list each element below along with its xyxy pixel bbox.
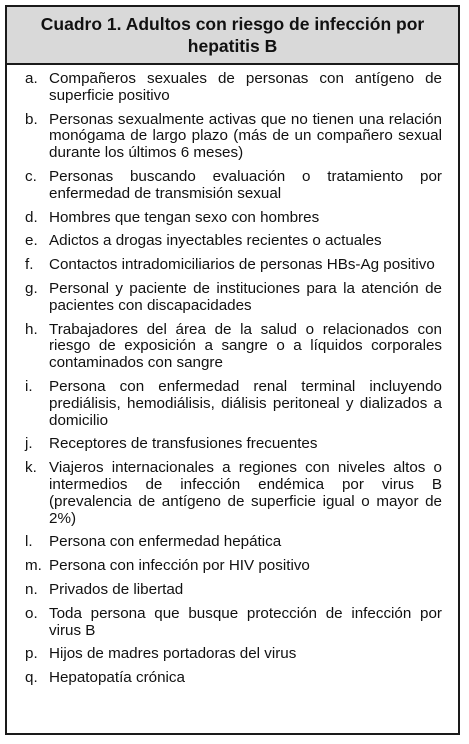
list-item	[21, 582, 442, 599]
list-item	[21, 460, 442, 527]
item-text: Adictos a drogas inyectables recientes o actuales	[49, 232, 382, 250]
item-text: Persona con enfermedad hepática	[49, 533, 282, 551]
risk-table	[5, 5, 460, 735]
table-title: Cuadro 1. Adultos con riesgo de infección por hepatitis B	[40, 14, 425, 56]
list-item	[21, 210, 442, 227]
list-item	[21, 379, 442, 429]
list-item	[21, 646, 442, 663]
item-text: Hepatopatía crónica	[49, 669, 185, 687]
item-marker: l.	[25, 533, 33, 551]
item-text: Trabajadores del área de la salud o relacionados con riesgo de exposición a sangre o a líquidos corporales contaminados con sangre	[49, 320, 442, 372]
item-marker: j.	[25, 435, 33, 453]
item-text: Personas buscando evaluación o tratamiento por enfermedad de transmisión sexual	[49, 167, 442, 202]
item-marker: d.	[25, 208, 38, 226]
list-item	[21, 71, 442, 105]
item-marker: k.	[25, 459, 37, 477]
item-marker: o.	[25, 604, 38, 622]
item-text: Hombres que tengan sexo con hombres	[49, 208, 320, 226]
item-text: Compañeros sexuales de personas con antígeno de superficie positivo	[49, 70, 442, 104]
list-item	[21, 436, 442, 453]
table-header	[7, 7, 458, 65]
item-marker: i.	[25, 377, 33, 395]
item-text: Personal y paciente de instituciones para la atención de pacientes con discapacidades	[49, 279, 442, 314]
item-marker: q.	[25, 669, 38, 687]
item-marker: p.	[25, 645, 38, 663]
item-marker: f.	[25, 256, 34, 274]
item-marker: n.	[25, 580, 38, 598]
item-marker: g.	[25, 279, 38, 297]
item-text: Contactos intradomiciliarios de personas HBs-Ag positivo	[49, 256, 435, 274]
list-item	[21, 281, 442, 315]
item-text: Toda persona que busque protección de infección por virus B	[49, 604, 442, 639]
list-item	[21, 233, 442, 250]
item-marker: c.	[25, 167, 37, 185]
list-item	[21, 257, 442, 274]
risk-list	[7, 65, 458, 687]
list-item	[21, 534, 442, 551]
item-text: Personas sexualmente activas que no tienen una relación monógama de largo plazo (más de un compañero sexual durante los últimos 6 meses)	[49, 110, 442, 162]
item-marker: a.	[25, 70, 38, 87]
item-marker: e.	[25, 232, 38, 250]
list-item	[21, 322, 442, 372]
item-marker: m.	[25, 557, 42, 575]
list-item	[21, 112, 442, 162]
list-item	[21, 606, 442, 640]
item-text: Hijos de madres portadoras del virus	[49, 645, 297, 663]
item-marker: b.	[25, 110, 38, 128]
item-text: Persona con enfermedad renal terminal incluyendo prediálisis, hemodiálisis, diálisis peritoneal y dializados a domicilio	[49, 377, 442, 429]
list-item	[21, 558, 442, 575]
item-marker: h.	[25, 320, 38, 338]
item-text: Privados de libertad	[49, 580, 184, 598]
list-item	[21, 670, 442, 687]
item-text: Receptores de transfusiones frecuentes	[49, 435, 318, 453]
item-text: Persona con infección por HIV positivo	[49, 557, 310, 575]
item-text: Viajeros internacionales a regiones con niveles altos o intermedios de infección endémica por virus B (prevalencia de antígeno de superficie igual o mayor de 2%)	[49, 459, 442, 527]
list-item	[21, 169, 442, 203]
